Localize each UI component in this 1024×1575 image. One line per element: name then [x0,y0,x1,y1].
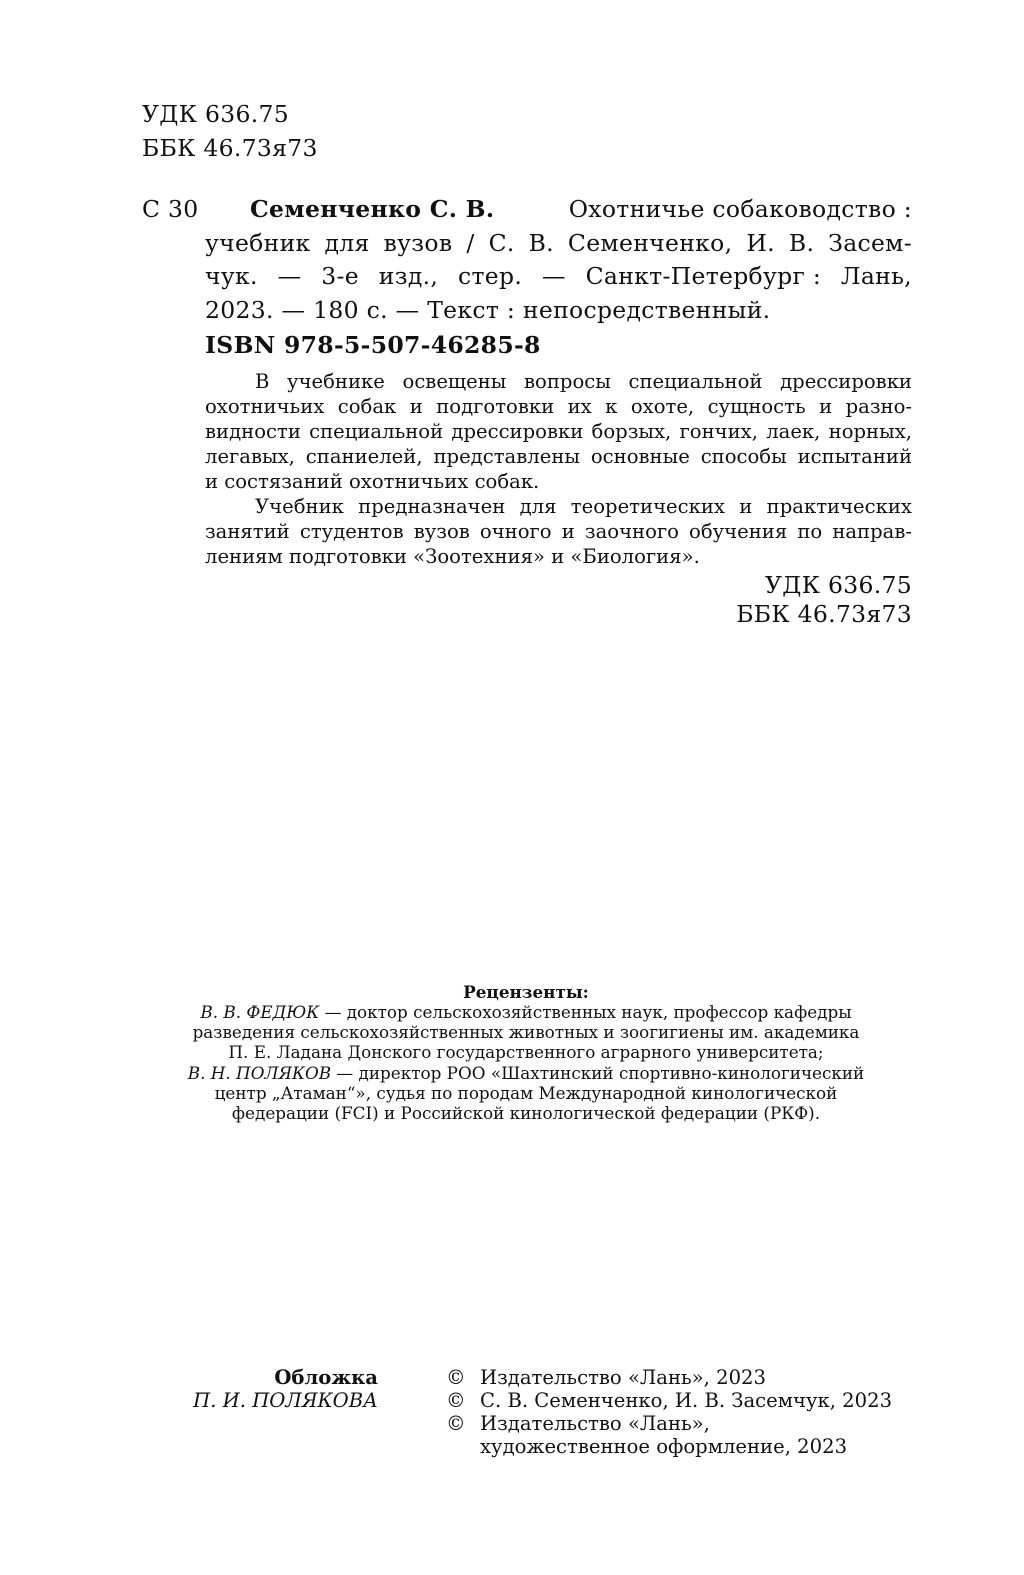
udk-code-bottom: УДК 636.75 [765,571,912,599]
author-mark: С 30 [142,195,199,223]
reviewer-2-desc: — директор РОО «Шахтинский спортивно-кинологический [331,1063,865,1083]
abstract-line: охотничьих собак и подготовки их к охоте, сущность и разно- [205,395,912,418]
copyright-symbol: © [446,1366,466,1389]
cover-author: П. И. ПОЛЯКОВА [193,1389,378,1412]
cover-label: Обложка [274,1366,378,1389]
bbk-code-bottom: ББК 46.73я73 [736,600,912,628]
catalog-line-3-part: — [541,262,566,290]
catalog-line-3-part: стер. [458,262,523,290]
abstract-line: и состязаний охотничьих собак. [205,470,540,493]
reviewer-1-line-2: разведения сельскохозяйственных животных и зоогигиены им. академика [192,1022,860,1042]
author-name: Семенченко С. В. [250,195,495,223]
abstract-line: видности специальной дрессировки борзых, гончих, лаек, норных, [205,420,912,443]
reviewer-1-line-1 [140,1002,912,1022]
reviewer-1-line-3: П. Е. Ладана Донского государственного аграрного университета; [228,1042,824,1062]
copyright-line-cont: художественное оформление, 2023 [480,1435,848,1458]
catalog-line-3-part: изд., [378,262,439,290]
reviewer-2-line-2: центр „Атаман“», судья по породам Международной кинологической [214,1083,838,1103]
copyright-line: Издательство «Лань», [480,1412,710,1435]
abstract-line: лениям подготовки «Зоотехния» и «Биология». [205,545,700,568]
catalog-line-3-part: — [277,262,302,290]
reviewer-1-desc: — доктор сельскохозяйственных наук, профессор кафедры [319,1002,852,1022]
catalog-line-3-part: чук. [205,262,258,290]
reviewer-2-line-1 [140,1063,912,1083]
copyright-line: Издательство «Лань», 2023 [480,1366,766,1389]
reviewer-1-name: В. В. ФЕДЮК [200,1002,320,1022]
catalog-line-1 [250,195,912,223]
copyright-symbol: © [446,1412,466,1435]
reviewers-heading: Рецензенты: [463,982,589,1002]
abstract-line: занятий студентов вузов очного и заочного обучения по направ- [205,520,912,543]
abstract-line: В учебнике освещены вопросы специальной дрессировки [255,370,912,393]
bbk-code: ББК 46.73я73 [142,134,318,162]
catalog-line-4: 2023. — 180 с. — Текст : непосредственный. [205,296,771,324]
catalog-line-3 [205,262,912,290]
catalog-line-2: учебник для вузов / С. В. Семенченко, И. В. Засем- [205,229,912,257]
copyright-symbol: © [446,1389,466,1412]
catalog-line-3-part: Лань, [840,262,912,290]
reviewer-2-name: В. Н. ПОЛЯКОВ [187,1063,332,1083]
copyright-line: С. В. Семенченко, И. В. Засемчук, 2023 [480,1389,893,1412]
isbn: ISBN 978-5-507-46285-8 [205,331,541,359]
catalog-line-3-part: Санкт-Петербург : [585,262,822,290]
abstract-line: легавых, спаниелей, представлены основные способы испытаний [205,445,912,468]
catalog-line-3-part: 3-е [321,262,359,290]
reviewer-2-line-3: федерации (FCI) и Российской кинологической федерации (РКФ). [231,1103,821,1123]
book-title: Охотничье собаководство : [568,195,912,223]
udk-code: УДК 636.75 [142,100,289,128]
abstract-line: Учебник предназначен для теоретических и практических [255,495,912,518]
